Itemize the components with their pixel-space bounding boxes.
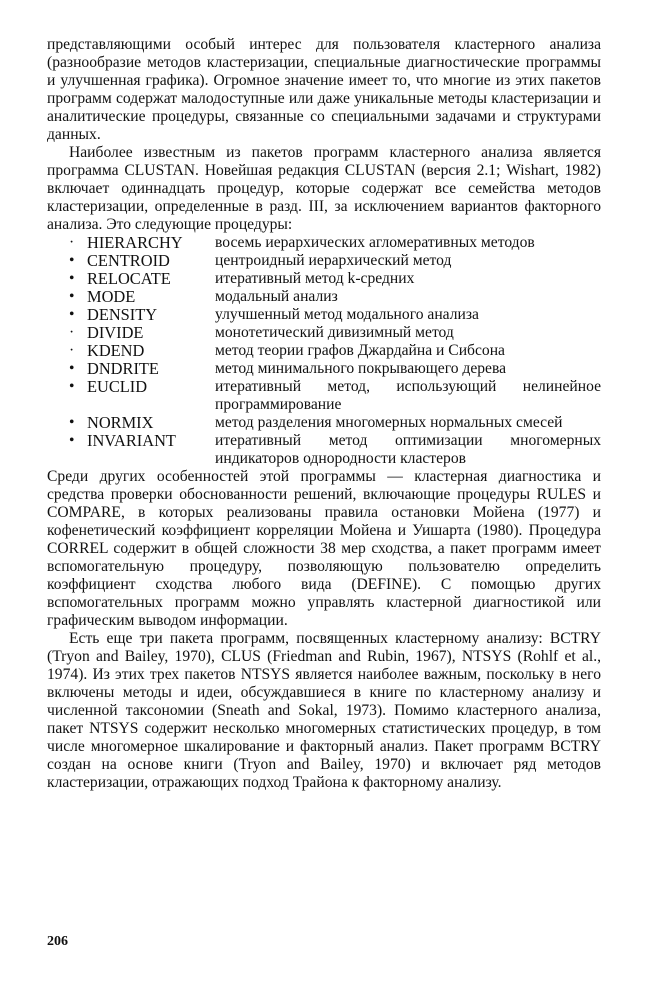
procedure-description: итеративный метод k-средних	[215, 270, 415, 287]
procedure-name: INVARIANT	[87, 431, 176, 450]
bullet-mark: •	[69, 270, 75, 287]
bullet-mark: •	[69, 306, 75, 323]
procedure-item	[69, 252, 601, 270]
bullet-mark: •	[69, 414, 75, 431]
procedure-description: метод теории графов Джардайна и Сибсона	[215, 342, 505, 359]
bullet-mark: •	[69, 432, 75, 449]
procedure-item	[69, 378, 601, 414]
procedure-list	[69, 234, 601, 468]
procedure-name: HIERARCHY	[87, 233, 183, 252]
procedure-item	[69, 288, 601, 306]
procedure-description: метод разделения многомерных нормальных смесей	[215, 414, 563, 431]
bullet-mark: •	[69, 288, 75, 305]
page-body	[47, 36, 601, 792]
procedure-name: DIVIDE	[87, 323, 144, 342]
procedure-name: DNDRITE	[87, 359, 159, 378]
bullet-mark: ·	[69, 234, 75, 251]
bullet-mark: •	[69, 252, 75, 269]
bullet-mark: ·	[69, 324, 75, 341]
procedure-description: итеративный метод, использующий нелинейное программирование	[215, 378, 601, 413]
procedure-description: модальный анализ	[215, 288, 338, 305]
procedure-item	[69, 360, 601, 378]
paragraph-other-packages: Есть еще три пакета программ, посвященных кластерному анализу: BCTRY (Tryon and Bailey, 1970), CLUS (Friedman and Rubin, 1967), NTSYS (Rohlf et al., 1974). Из этих трех пакетов NTSYS является наиболее важным, поскольку в него включены методы и идеи, обсуждавшиеся в книге по кластерному анализу и численной таксономии (Sneath and Sokal, 1973). Помимо кластерного анализа, пакет NTSYS содержит несколько многомерных статистических процедур, в том числе многомерное шкалирование и факторный анализ. Пакет программ BCTRY создан на основе книги (Tryon and Bailey, 1970) и включает ряд методов кластеризации, отражающих подход Трайона к факторному анализу.	[47, 630, 601, 791]
procedure-name: MODE	[87, 287, 136, 306]
procedure-item	[69, 414, 601, 432]
bullet-mark: •	[69, 360, 75, 377]
procedure-name: KDEND	[87, 341, 145, 360]
procedure-item	[69, 324, 601, 342]
procedure-description: монотетический дивизимный метод	[215, 324, 454, 341]
procedure-item	[69, 234, 601, 252]
bullet-mark: ·	[69, 342, 75, 359]
bullet-mark: •	[69, 378, 75, 395]
procedure-name: NORMIX	[87, 413, 154, 432]
paragraph-clustan: Наиболее известным из пакетов программ кластерного анализа является программа CLUSTAN. Новейшая редакция CLUSTAN (версия 2.1; Wishart, 1982) включает одиннадцать процедур, которые содержат все семейства методов кластеризации, определенные в разд. III, за исключением вариантов факторного анализа. Это следующие процедуры:	[47, 144, 601, 233]
procedure-item	[69, 342, 601, 360]
procedure-item	[69, 432, 601, 468]
procedure-description: улучшенный метод модального анализа	[215, 306, 479, 323]
procedure-item	[69, 270, 601, 288]
procedure-name: DENSITY	[87, 305, 158, 324]
procedure-description: итеративный метод оптимизации многомерных индикаторов однородности кластеров	[215, 432, 601, 467]
procedure-description: метод минимального покрывающего дерева	[215, 360, 507, 377]
paragraph-features: Среди других особенностей этой программы — кластерная диагностика и средства проверки обоснованности решений, включающие процедуры RULES и COMPARE, в которых реализованы правила остановки Мойена (1977) и кофенетический коэффициент корреляции Мойена и Уишарта (1980). Процедура CORREL содержит в общей сложности 38 мер сходства, а пакет программ имеет вспомогательную процедуру, позволяющую пользователю определить коэффициент сходства любого вида (DEFINE). С помощью других вспомогательных программ можно управлять кластерной диагностикой или графическим выводом информации.	[47, 468, 601, 629]
procedure-item	[69, 306, 601, 324]
procedure-description: центроидный иерархический метод	[215, 252, 452, 269]
paragraph-intro: представляющими особый интерес для пользователя кластерного анализа (разнообразие методов кластеризации, специальные диагностические программы и улучшенная графика). Огромное значение имеет то, что многие из этих пакетов программ содержат малодоступные или даже уникальные методы кластеризации и аналитические процедуры, связанные со специальными задачами и структурами данных.	[47, 36, 601, 143]
procedure-name: RELOCATE	[87, 269, 171, 288]
page-number: 206	[47, 934, 68, 949]
procedure-description: восемь иерархических агломеративных методов	[215, 234, 535, 251]
procedure-name: EUCLID	[87, 377, 148, 396]
procedure-name: CENTROID	[87, 251, 170, 270]
